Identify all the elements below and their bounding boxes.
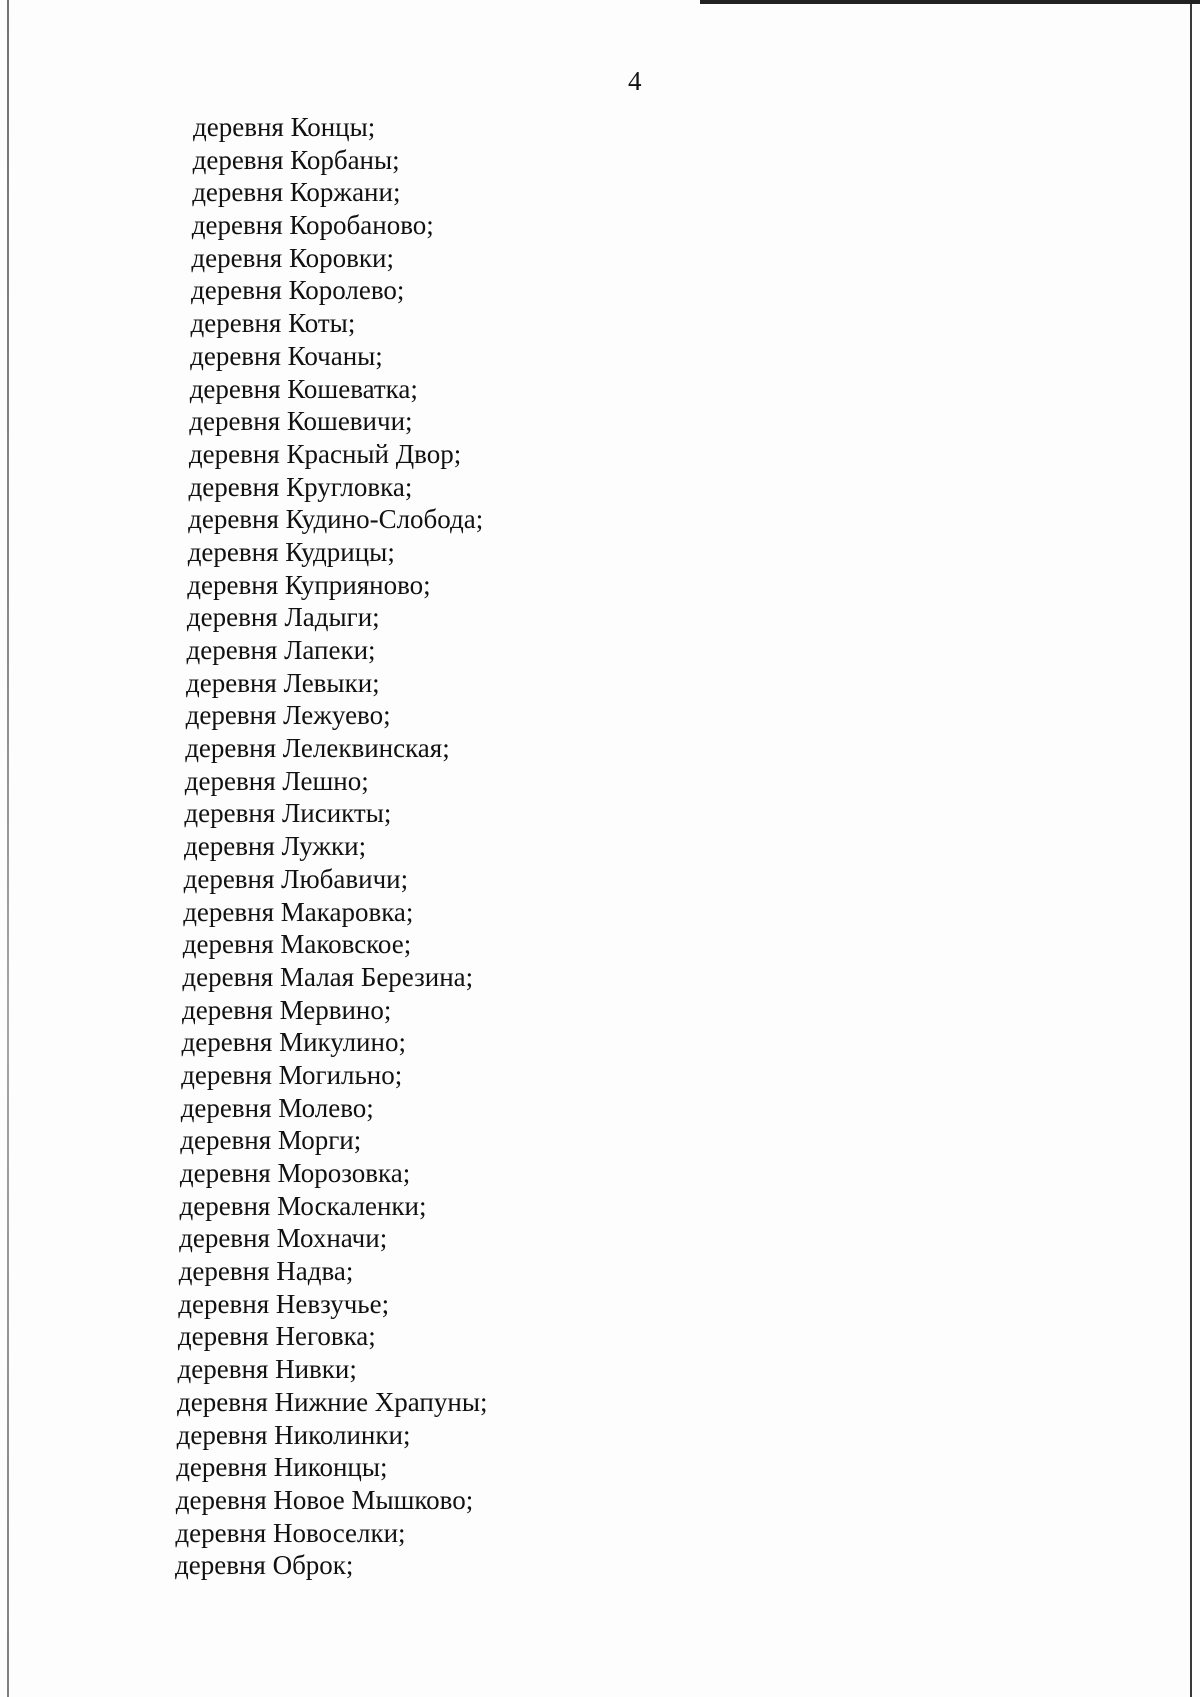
list-item-text: деревня Кочаны; (190, 340, 383, 371)
list-item (0, 863, 487, 896)
list-item-text: деревня Надва; (178, 1256, 354, 1287)
list-item (0, 667, 487, 700)
list-item (0, 765, 487, 798)
list-item-text: деревня Корбаны; (192, 144, 400, 175)
list-item (0, 1517, 487, 1550)
list-item (0, 699, 487, 732)
list-item (0, 569, 487, 602)
list-item (0, 405, 487, 438)
list-item-text: деревня Кудрицы; (187, 536, 395, 567)
list-item (0, 536, 487, 569)
scan-edge-top (700, 0, 1200, 4)
list-item-text: деревня Лапеки; (186, 635, 376, 665)
list-item-text: деревня Могильно; (181, 1059, 403, 1090)
scan-edge-right (1190, 0, 1192, 1697)
list-item-text: деревня Лелеквинская; (185, 733, 450, 764)
list-item (0, 373, 487, 406)
list-item (0, 961, 487, 994)
list-item-text: деревня Коты; (190, 308, 356, 339)
list-item-text: деревня Коровки; (191, 242, 394, 273)
list-item-text: деревня Микулино; (181, 1027, 406, 1058)
list-item-text: деревня Любавичи; (183, 863, 409, 894)
list-item-text: деревня Лужки; (184, 831, 367, 862)
list-item (0, 1222, 487, 1255)
list-item-text: деревня Куприяново; (187, 569, 431, 600)
list-item-text: деревня Николинки; (176, 1419, 411, 1450)
list-item-text: деревня Ладыги; (186, 602, 380, 633)
list-item-text: деревня Малая Березина; (182, 961, 474, 992)
list-item-text: деревня Кругловка; (188, 471, 413, 502)
list-item (0, 830, 487, 863)
list-item-text: деревня Лешно; (184, 765, 369, 796)
list-item (0, 1320, 487, 1353)
list-item-text: деревня Морозовка; (179, 1158, 411, 1188)
list-item-text: деревня Левыки; (186, 667, 380, 698)
list-item-text: деревня Кошевичи; (189, 406, 413, 437)
list-item-text: деревня Мервино; (182, 994, 392, 1025)
list-item-text: деревня Лисикты; (184, 798, 392, 829)
list-item-text: деревня Нижние Храпуны; (177, 1386, 488, 1417)
list-item (0, 1386, 487, 1419)
list-item (0, 1353, 487, 1386)
list-item (0, 471, 487, 504)
list-item (0, 1190, 487, 1223)
list-item-text: деревня Москаленки; (179, 1190, 427, 1221)
list-item (0, 144, 487, 177)
list-item (0, 340, 487, 373)
list-item (0, 111, 487, 144)
list-item (0, 1419, 487, 1452)
list-item-text: деревня Коржани; (192, 177, 401, 208)
list-item-text: деревня Морги; (180, 1125, 362, 1156)
list-item-text: деревня Новое Мышково; (175, 1484, 474, 1515)
list-item (0, 1157, 487, 1190)
list-item-text: деревня Коробаново; (191, 210, 434, 241)
list-item (0, 1288, 487, 1321)
list-item-text: деревня Невзучье; (178, 1288, 390, 1319)
list-item (0, 1059, 487, 1092)
village-list (0, 111, 487, 1582)
list-item (0, 176, 487, 209)
list-item (0, 601, 487, 634)
list-item-text: деревня Никонцы; (176, 1452, 388, 1483)
list-item (0, 634, 487, 667)
list-item-text: деревня Мохначи; (179, 1223, 388, 1254)
list-item (0, 1451, 487, 1484)
list-item-text: деревня Кошеватка; (189, 373, 418, 404)
list-item-text: деревня Макаровка; (183, 896, 414, 927)
list-item-text: деревня Маковское; (182, 929, 412, 960)
list-item (0, 242, 487, 275)
list-item-text: деревня Красный Двор; (188, 438, 462, 469)
list-item-text: деревня Лежуево; (185, 700, 391, 731)
list-item (0, 928, 487, 961)
list-item-text: деревня Концы; (193, 112, 376, 142)
list-item-text: деревня Королево; (191, 275, 405, 306)
list-item (0, 1026, 487, 1059)
list-item (0, 1092, 487, 1125)
list-item (0, 503, 487, 536)
page-number: 4 (628, 66, 642, 96)
list-item-text: деревня Новоселки; (175, 1517, 406, 1548)
list-item-text: деревня Нивки; (177, 1354, 357, 1385)
list-item-text: деревня Неговка; (177, 1321, 376, 1352)
list-item (0, 438, 487, 471)
list-item (0, 994, 487, 1027)
list-item (0, 274, 487, 307)
list-item (0, 1124, 487, 1157)
list-item (0, 307, 487, 340)
list-item (0, 209, 487, 242)
list-item-text: деревня Молево; (180, 1092, 374, 1123)
list-item (0, 797, 487, 830)
list-item-text: деревня Оброк; (175, 1550, 354, 1581)
list-item (0, 1549, 487, 1582)
list-item-text: деревня Кудино-Слобода; (188, 504, 484, 535)
list-item (0, 1484, 487, 1517)
list-item (0, 732, 487, 765)
list-item (0, 1255, 487, 1288)
list-item (0, 896, 487, 929)
